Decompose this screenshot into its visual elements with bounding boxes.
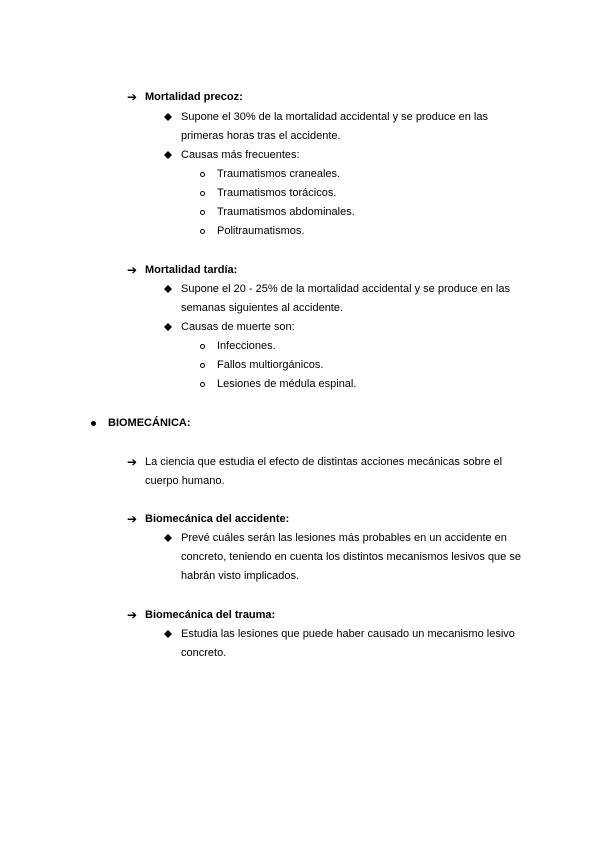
circle-bullet-icon [200, 191, 205, 196]
list-item: Politraumatismos. [217, 225, 305, 237]
diamond-bullet-icon [164, 630, 172, 638]
list-item: Traumatismos torácicos. [217, 187, 337, 199]
list-item: Lesiones de médula espinal. [217, 378, 357, 390]
circle-bullet-icon [200, 363, 205, 368]
arrow-icon: ➔ [126, 263, 138, 277]
biomecanica-accidente-heading: Biomecánica del accidente: [145, 513, 290, 525]
arrow-icon: ➔ [126, 455, 138, 469]
diamond-bullet-icon [164, 113, 172, 121]
paragraph-line: La ciencia que estudia el efecto de distintas acciones mecánicas sobre el [145, 456, 503, 468]
circle-bullet-icon [200, 382, 205, 387]
paragraph-line: cuerpo humano. [145, 475, 225, 487]
circle-bullet-icon [200, 172, 205, 177]
circle-bullet-icon [200, 229, 205, 234]
paragraph-line: Supone el 30% de la mortalidad accidental y se produce en las [181, 111, 488, 123]
paragraph-line: habrán visto implicados. [181, 570, 300, 582]
list-item: Fallos multiorgánicos. [217, 359, 324, 371]
paragraph-line: Estudia las lesiones que puede haber causado un mecanismo lesivo [181, 628, 515, 640]
paragraph-line: Causas más frecuentes: [181, 149, 300, 161]
arrow-icon: ➔ [126, 512, 138, 526]
paragraph-line: Prevé cuáles serán las lesiones más probables en un accidente en [181, 532, 507, 544]
mortalidad-tardia-heading: Mortalidad tardía: [145, 264, 238, 276]
diamond-bullet-icon [164, 534, 172, 542]
paragraph-line: Causas de muerte son: [181, 321, 295, 333]
circle-bullet-icon [200, 210, 205, 215]
mortalidad-precoz-heading: Mortalidad precoz: [145, 91, 243, 103]
arrow-icon: ➔ [126, 608, 138, 622]
paragraph-line: concreto, teniendo en cuenta los distintos mecanismos lesivos que se [181, 551, 521, 563]
biomecanica-trauma-heading: Biomecánica del trauma: [145, 609, 276, 621]
diamond-bullet-icon [164, 151, 172, 159]
biomecanica-heading: BIOMECÁNICA: [108, 417, 191, 429]
paragraph-line: semanas siguientes al accidente. [181, 302, 344, 314]
arrow-icon: ➔ [126, 90, 138, 104]
paragraph-line: primeras horas tras el accidente. [181, 130, 341, 142]
diamond-bullet-icon [164, 285, 172, 293]
diamond-bullet-icon [164, 323, 172, 331]
paragraph-line: concreto. [181, 647, 227, 659]
paragraph-line: Supone el 20 - 25% de la mortalidad accidental y se produce en las [181, 283, 510, 295]
circle-bullet-icon [200, 344, 205, 349]
list-item: Traumatismos abdominales. [217, 206, 355, 218]
filled-bullet-icon [91, 421, 96, 426]
list-item: Traumatismos craneales. [217, 168, 341, 180]
list-item: Infecciones. [217, 340, 276, 352]
